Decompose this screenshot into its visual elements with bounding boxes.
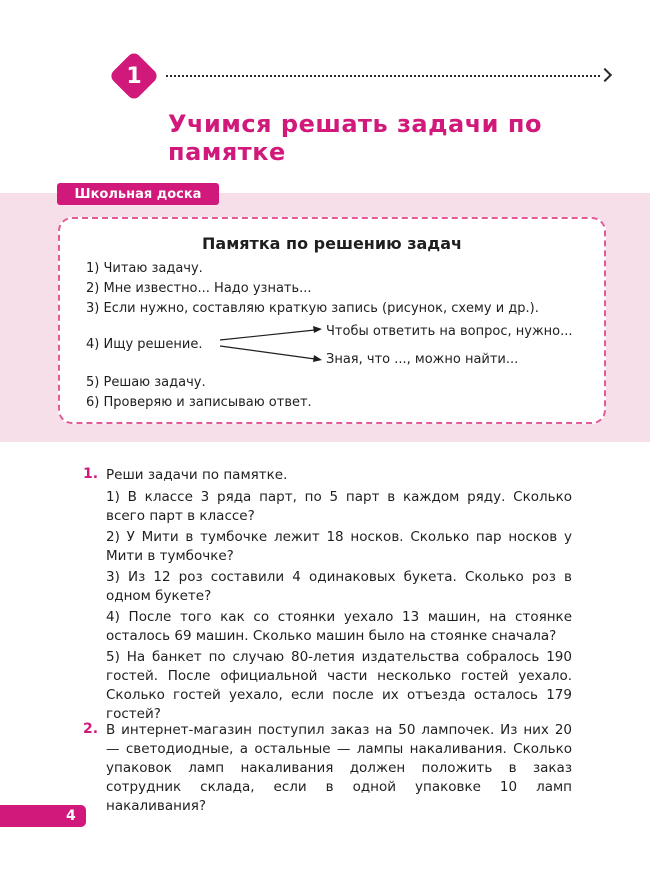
page-number: 4 <box>66 808 76 824</box>
task-number: 2. <box>83 721 99 737</box>
lesson-number-badge <box>108 50 160 102</box>
memo-step: 4) Ищу решение. <box>86 337 203 352</box>
task-number: 1. <box>83 466 99 482</box>
school-board-memo <box>58 217 606 424</box>
memo-step: 2) Мне известно... Надо узнать... <box>86 281 312 296</box>
task-item: 5) На банкет по случаю 80-летия издательства собралось 190 гостей. После официальной части несколько гостей уехало. Сколько гостей уехало, если после их отъезда осталось 179 гостей? <box>106 649 572 722</box>
memo-step: 5) Решаю задачу. <box>86 375 206 390</box>
task-item: 1) В классе 3 ряда парт, по 5 парт в каждом ряду. Сколько всего парт в классе? <box>106 489 572 524</box>
memo-step: 6) Проверяю и записываю ответ. <box>86 395 312 410</box>
lesson-title: Учимся решать задачи по памятке <box>168 110 542 166</box>
memo-heading: Памятка по решению задач <box>202 234 462 253</box>
memo-branch: Чтобы ответить на вопрос, нужно... <box>326 324 573 339</box>
task-item: 3) Из 12 роз составили 4 одинаковых букета. Сколько роз в одном букете? <box>106 569 572 604</box>
task-item: 4) После того как со стоянки уехало 13 машин, на стоянке осталось 69 машин. Сколько машин было на стоянке сначала? <box>106 609 572 644</box>
memo-step: 1) Читаю задачу. <box>86 261 203 276</box>
task-text: В интернет-магазин поступил заказ на 50 лампочек. Из них 20 — светодиодные, а остальные — лампы накаливания. Сколько упаковок ламп накаливания должен положить в заказ сотрудник склада, если в одной упаковке 10 ламп накаливания? <box>106 722 572 814</box>
school-board-tab: Школьная доска <box>57 183 219 205</box>
lesson-number: 1 <box>126 63 142 89</box>
task-intro: Реши задачи по памятке. <box>106 467 288 483</box>
dotted-line <box>166 75 600 77</box>
task-item: 2) У Мити в тумбочке лежит 18 носков. Сколько пар носков у Мити в тумбочке? <box>106 529 572 564</box>
chevron-right-icon <box>598 68 612 82</box>
memo-step: 3) Если нужно, составляю краткую запись (рисунок, схему и др.). <box>86 301 539 316</box>
memo-branch: Зная, что ..., можно найти... <box>326 352 519 367</box>
